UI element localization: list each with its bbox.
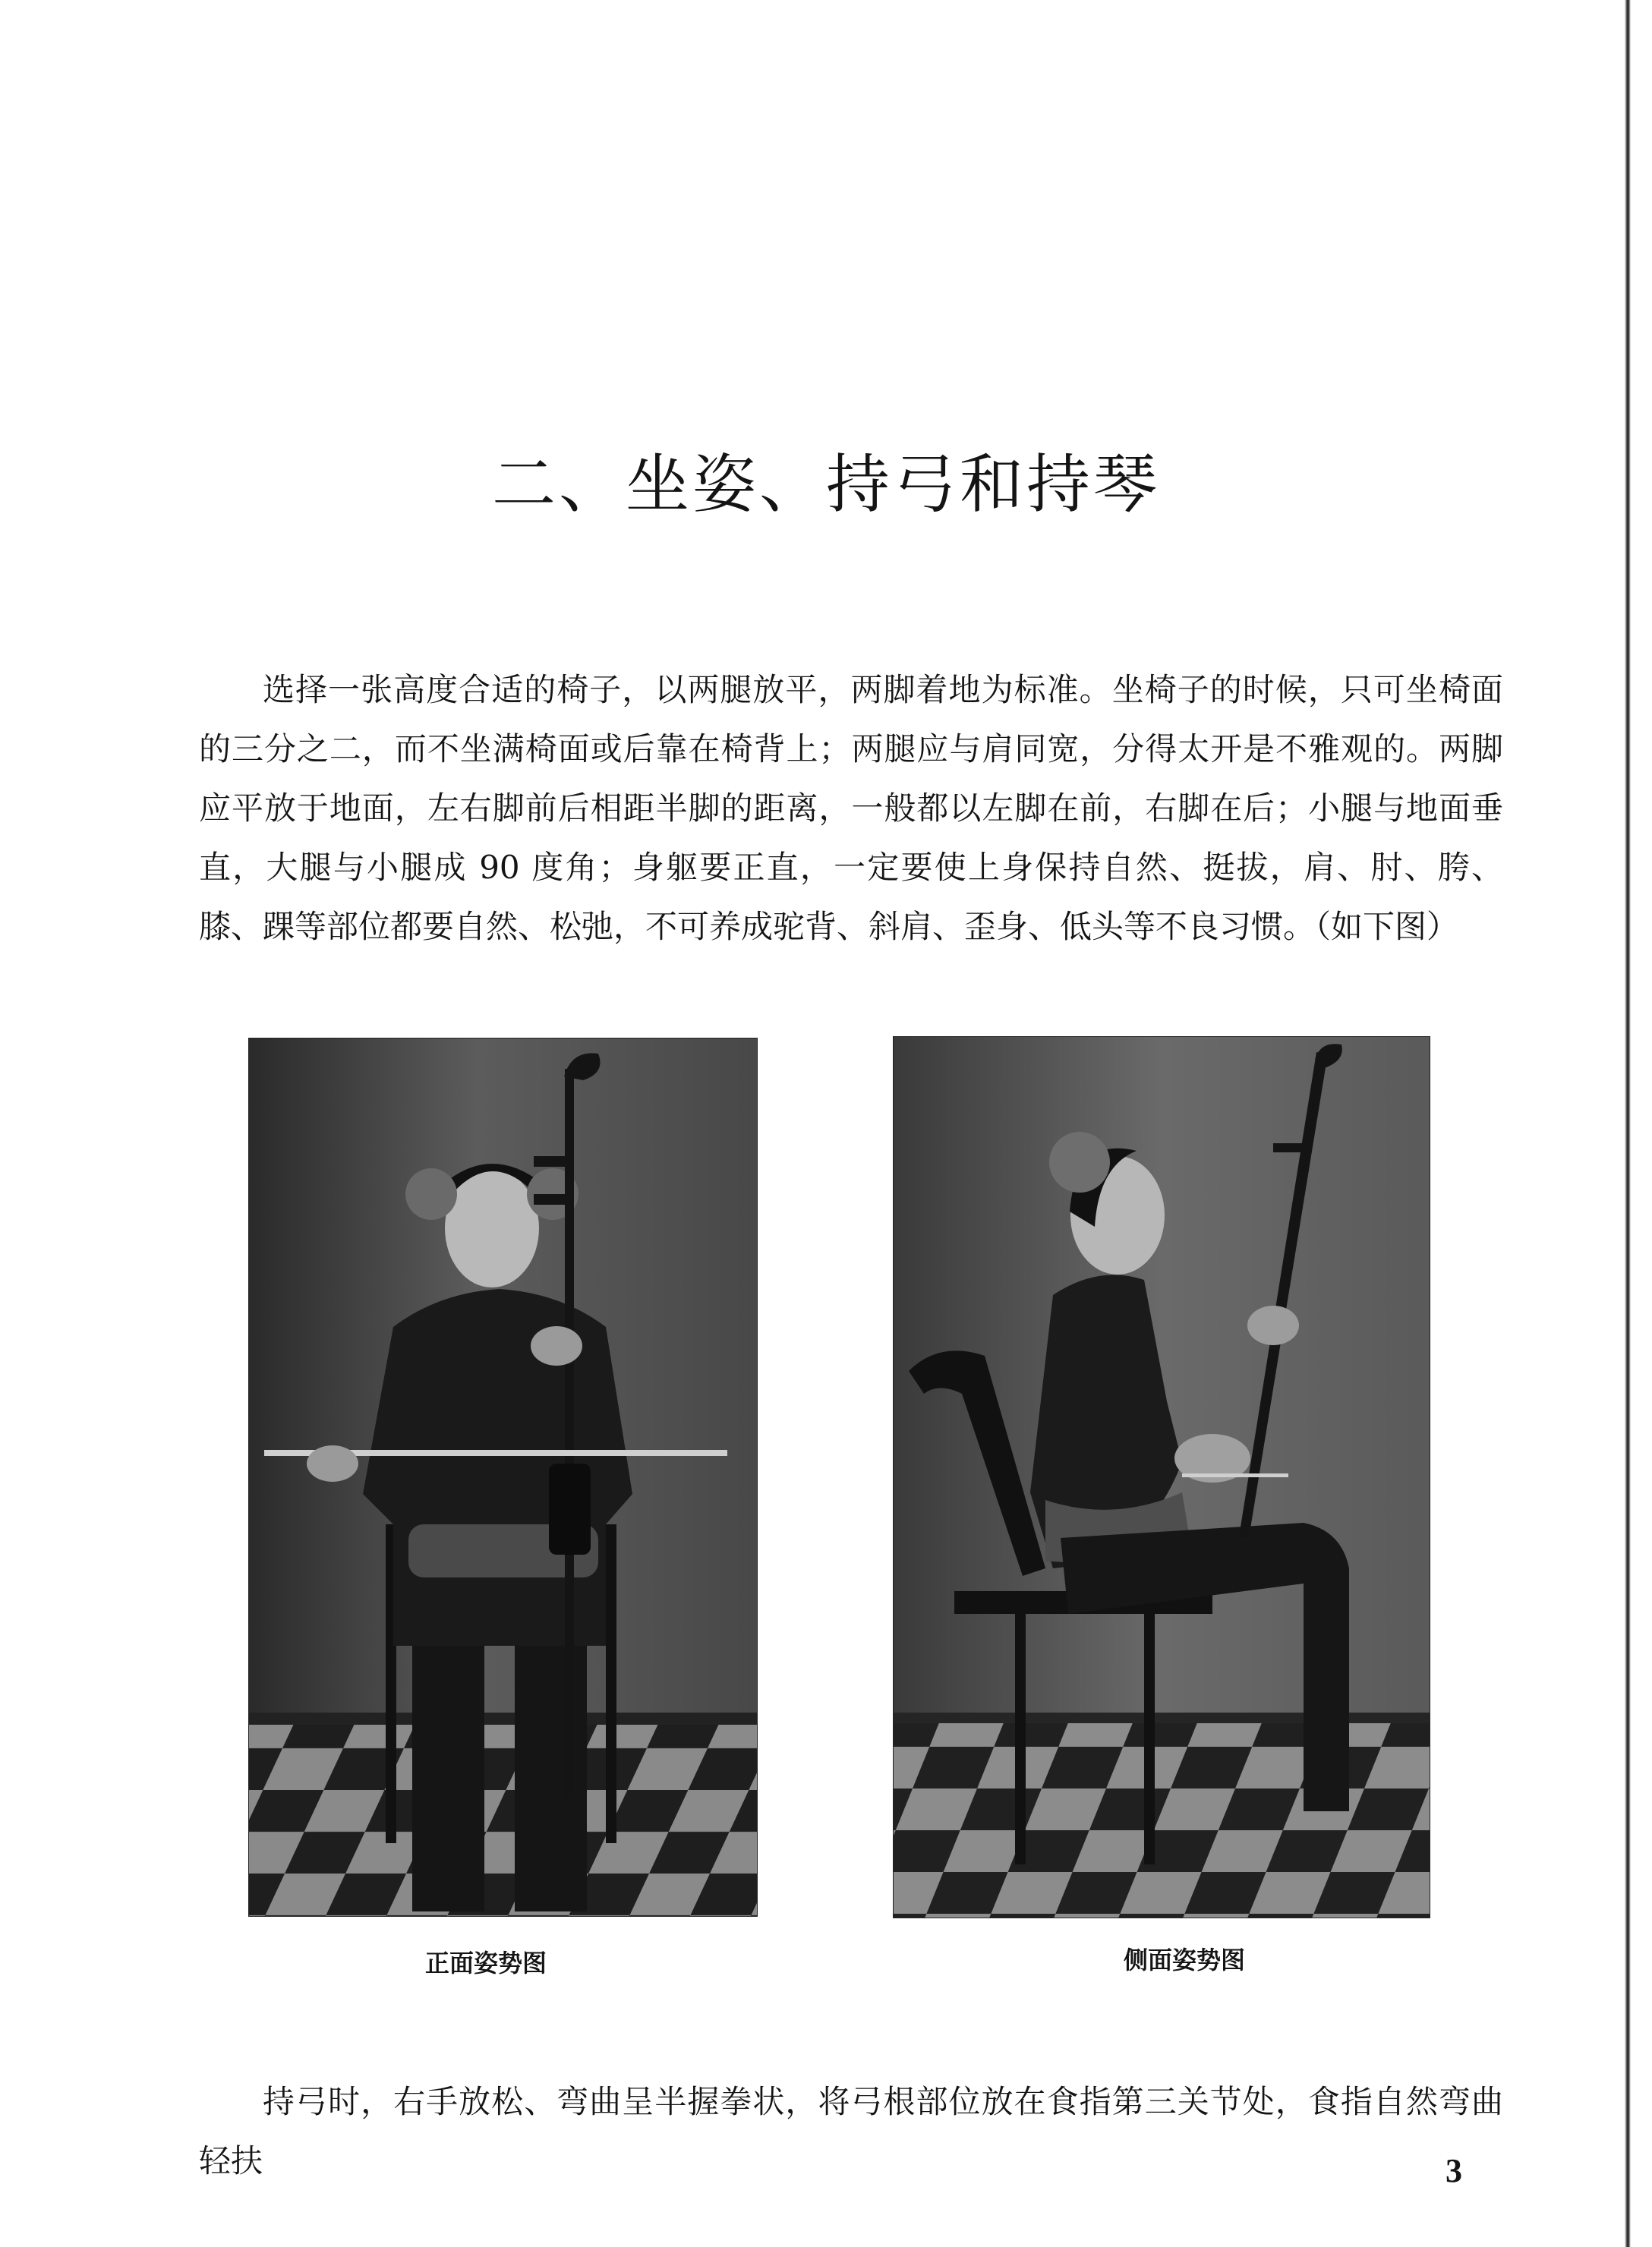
side-posture-photo-drawing [894, 1037, 1430, 1918]
section-heading: 二、坐姿、持弓和持琴 [491, 447, 1160, 522]
side-posture-caption: 侧面姿势图 [1123, 1946, 1245, 1974]
page-number: 3 [1446, 2152, 1462, 2189]
front-posture-photo [248, 1038, 758, 1917]
body-paragraph-holding-bow: 持弓时，右手放松、弯曲呈半握拳状，将弓根部位放在食指第三关节处，食指自然弯曲轻扶 [199, 2083, 1503, 2179]
body-paragraph-sitting-posture: 选择一张高度合适的椅子，以两腿放平，两脚着地为标准。坐椅子的时候，只可坐椅面的三分之二，而不坐满椅面或后靠在椅背上；两腿应与肩同宽，分得太开是不雅观的。两脚应平放于地面，左右脚前后相距半脚的距离，一般都以左脚在前，右脚在后；小腿与地面垂直，大腿与小腿成 90 度角；身躯要正直，一定要使上身保持自然、挺拔，肩、肘、胯、膝、踝等部位都要自然、松弛，不可养成驼背、斜肩、歪身、低头等不良习惯。（如下图） [199, 671, 1503, 945]
front-posture-caption: 正面姿势图 [424, 1949, 547, 1978]
side-posture-photo [893, 1036, 1430, 1918]
scan-edge-shadow [1625, 0, 1631, 2247]
front-posture-photo-drawing [249, 1038, 757, 1916]
